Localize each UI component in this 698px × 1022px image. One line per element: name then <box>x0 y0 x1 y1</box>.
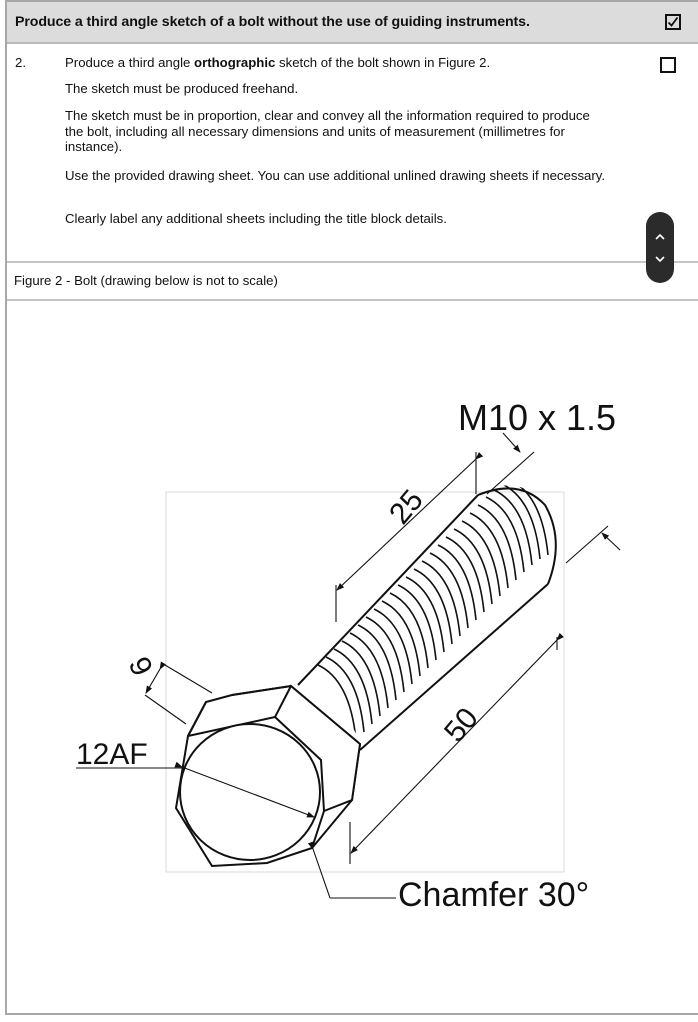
hex-head <box>176 686 360 866</box>
chamfer-label: Chamfer 30° <box>398 876 590 914</box>
freehand-requirement: The sketch must be produced freehand. <box>65 81 299 96</box>
thread-lines <box>318 480 548 740</box>
head-height-label: 9 <box>121 652 159 682</box>
instruction-text-end: sketch of the bolt shown in Figure 2. <box>275 55 491 70</box>
thread-length-label: 25 <box>383 483 430 531</box>
question-number: 2. <box>15 55 26 70</box>
instruction-emphasis: orthographic <box>194 55 276 70</box>
total-length-label: 50 <box>438 701 485 749</box>
figure-caption: Figure 2 - Bolt (drawing below is not to scale) <box>14 273 278 288</box>
drawing-sheet-note: Use the provided drawing sheet. You can use additional unlined drawing sheets if necessary. <box>65 168 606 183</box>
label-sheets-note: Clearly label any additional sheets including the title block details. <box>65 211 447 226</box>
instruction-text: Produce a third angle <box>65 55 195 70</box>
criteria-title: Produce a third angle sketch of a bolt without the use of guiding instruments. <box>15 14 530 30</box>
thread-spec-label: M10 x 1.5 <box>458 397 617 438</box>
across-flats-label: 12AF <box>76 738 148 771</box>
proportion-requirement: The sketch must be in proportion, clear and convey all the information required to produce the bolt, including all necessary dimensions and units of measurement (millimetres for instance). <box>65 108 590 154</box>
